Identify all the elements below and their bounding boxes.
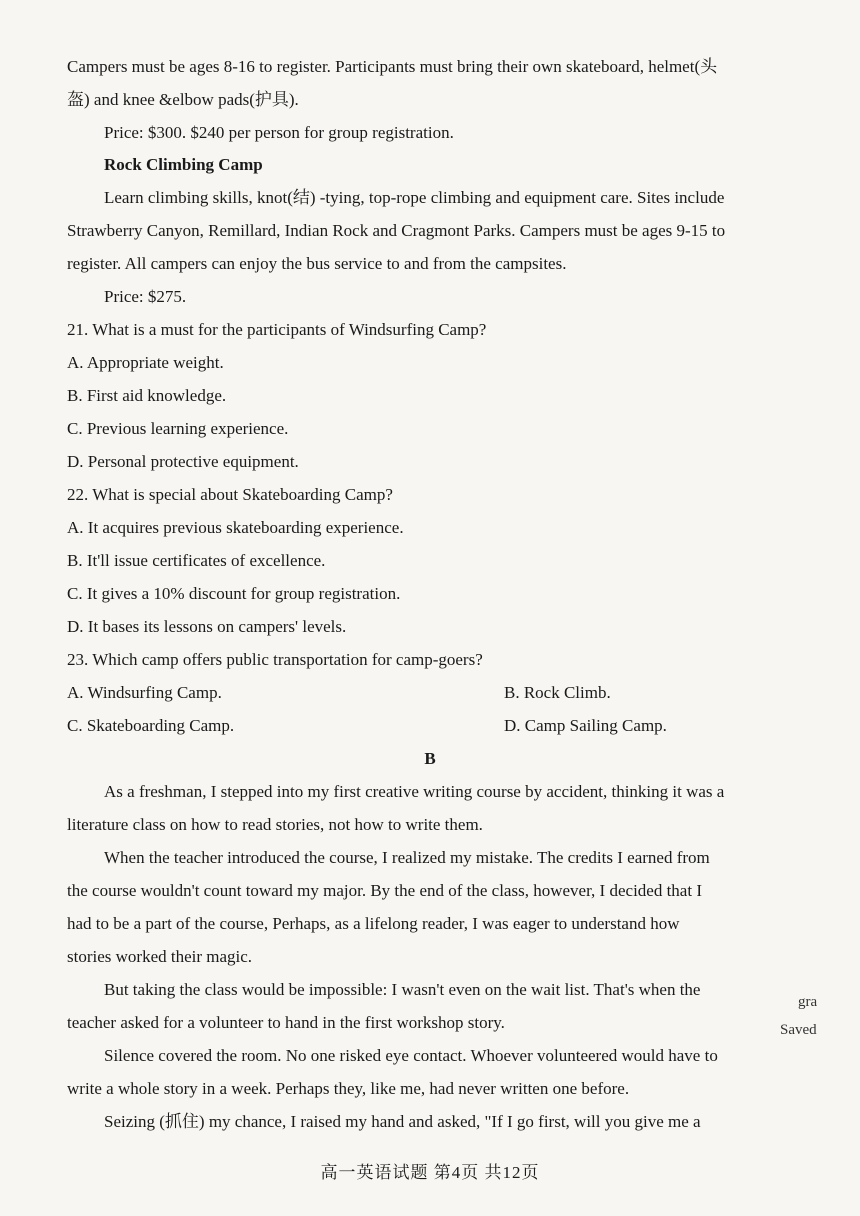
passage-b-p1-line1: As a freshman, I stepped into my first creative writing course by accident, thinking it was a bbox=[104, 782, 725, 801]
q22-option-a: A. It acquires previous skateboarding experience. bbox=[67, 518, 404, 537]
passage-b-p3-line2: teacher asked for a volunteer to hand in the first workshop story. bbox=[67, 1013, 505, 1032]
passage-b-p4-line2: write a whole story in a week. Perhaps they, like me, had never written one before. bbox=[67, 1079, 630, 1098]
q23-option-d: D. Camp Sailing Camp. bbox=[504, 716, 667, 735]
question-23: 23. Which camp offers public transportation for camp-goers? bbox=[67, 650, 483, 669]
passage-b-p5-line1: Seizing (抓住) my chance, I raised my hand and asked, "If I go first, will you give me a bbox=[104, 1112, 701, 1131]
q21-option-a: A. Appropriate weight. bbox=[67, 353, 224, 372]
q22-option-b: B. It'll issue certificates of excellence. bbox=[67, 551, 326, 570]
passage-b-p2-line2: the course wouldn't count toward my major. By the end of the class, however, I decided that I bbox=[67, 881, 702, 900]
passage-b-p2-line3: had to be a part of the course, Perhaps, as a lifelong reader, I was eager to understand how bbox=[67, 914, 680, 933]
margin-note-2: Saved bbox=[780, 1022, 817, 1038]
q21-option-d: D. Personal protective equipment. bbox=[67, 452, 299, 471]
passage-b-heading: B bbox=[424, 749, 436, 768]
rock-text-line2: Strawberry Canyon, Remillard, Indian Rock and Cragmont Parks. Campers must be ages 9-15 to bbox=[67, 221, 726, 240]
skate-text-line2: 盔) and knee &elbow pads(护具). bbox=[67, 90, 299, 109]
passage-b-p2-line1: When the teacher introduced the course, I realized my mistake. The credits I earned from bbox=[104, 848, 710, 867]
q23-option-b: B. Rock Climb. bbox=[504, 683, 611, 702]
q22-option-d: D. It bases its lessons on campers' levels. bbox=[67, 617, 347, 636]
q21-option-b: B. First aid knowledge. bbox=[67, 386, 227, 405]
passage-b-p1-line2: literature class on how to read stories, not how to write them. bbox=[67, 815, 483, 834]
question-22: 22. What is special about Skateboarding Camp? bbox=[67, 485, 393, 504]
q21-option-c: C. Previous learning experience. bbox=[67, 419, 289, 438]
rock-text-line1: Learn climbing skills, knot(结) -tying, top-rope climbing and equipment care. Sites include bbox=[104, 188, 725, 207]
passage-b-p3-line1: But taking the class would be impossible: I wasn't even on the wait list. That's when the bbox=[104, 980, 701, 999]
rock-climbing-heading: Rock Climbing Camp bbox=[104, 155, 263, 174]
rock-text-line3: register. All campers can enjoy the bus service to and from the campsites. bbox=[67, 254, 567, 273]
q23-option-c: C. Skateboarding Camp. bbox=[67, 716, 235, 735]
q23-option-a: A. Windsurfing Camp. bbox=[67, 683, 222, 702]
page-footer: 高一英语试题 第4页 共12页 bbox=[320, 1163, 540, 1182]
question-21: 21. What is a must for the participants of Windsurfing Camp? bbox=[67, 320, 487, 339]
skate-text-line1: Campers must be ages 8-16 to register. Participants must bring their own skateboard, helmet(头 bbox=[67, 57, 718, 76]
q22-option-c: C. It gives a 10% discount for group registration. bbox=[67, 584, 401, 603]
passage-b-p2-line4: stories worked their magic. bbox=[67, 947, 253, 966]
skate-price: Price: $300. $240 per person for group registration. bbox=[104, 123, 454, 142]
rock-price: Price: $275. bbox=[104, 287, 187, 306]
margin-note-1: gra bbox=[798, 994, 818, 1010]
passage-b-p4-line1: Silence covered the room. No one risked eye contact. Whoever volunteered would have to bbox=[104, 1046, 718, 1065]
